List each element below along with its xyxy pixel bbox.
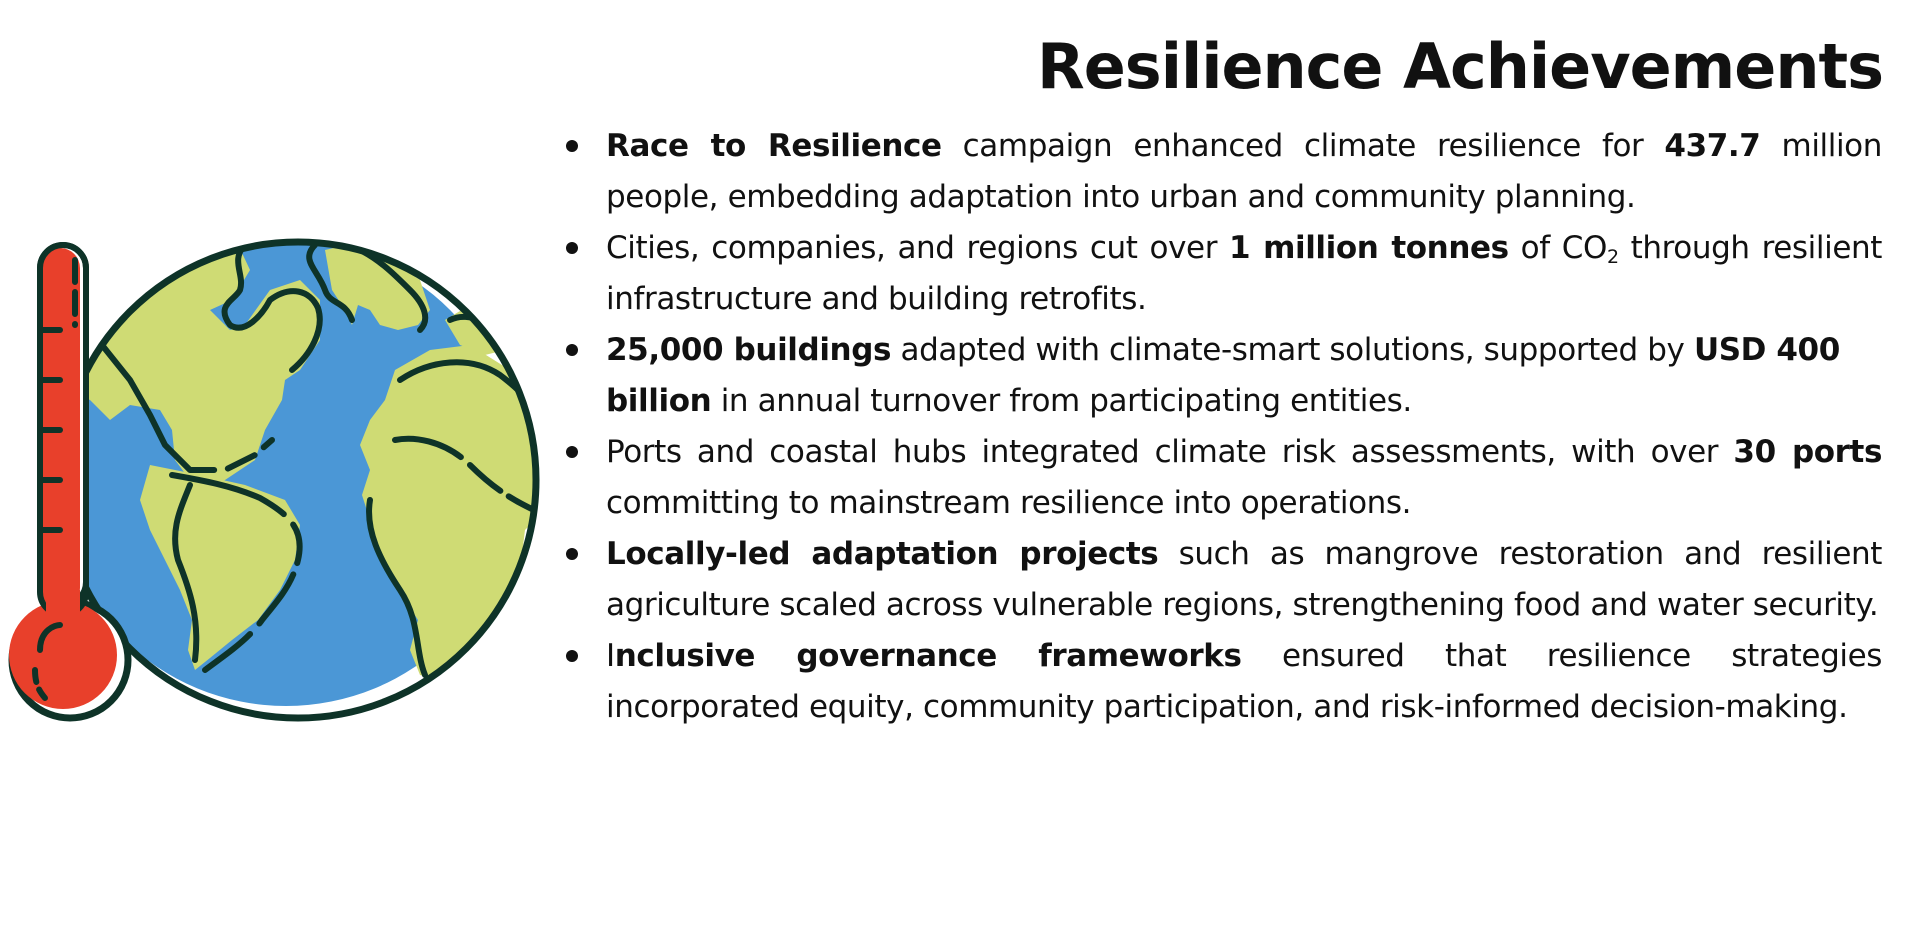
bullet-icon <box>566 344 578 356</box>
achievement-list <box>606 121 1882 733</box>
bullet-icon <box>566 446 578 458</box>
list-item: 25,000 buildings adapted with climate-smart solutions, supported by USD 400 billion in annual turnover from participating entities. <box>606 325 1882 427</box>
list-item: Ports and coastal hubs integrated climate risk assessments, with over 30 ports committing to mainstream resilience into operations. <box>606 427 1882 529</box>
globe <box>54 238 545 706</box>
globe-thermometer-icon <box>0 230 545 730</box>
bullet-icon <box>566 650 578 662</box>
bullet-icon <box>566 548 578 560</box>
page-title: Resilience Achievements <box>1037 30 1883 103</box>
list-item: Race to Resilience campaign enhanced climate resilience for 437.7 million people, embedding adaptation into urban and community planning. <box>606 121 1882 223</box>
list-item: Inclusive governance frameworks ensured that resilience strategies incorporated equity, community participation, and risk-informed decision-making. <box>606 631 1882 733</box>
list-item: Locally-led adaptation projects such as mangrove restoration and resilient agriculture scaled across vulnerable regions, strengthening food and water security. <box>606 529 1882 631</box>
bullet-icon <box>566 242 578 254</box>
list-item: Cities, companies, and regions cut over 1 million tonnes of $CO_2$ through resilient infrastructure and building retrofits. <box>606 223 1882 325</box>
bullet-icon <box>566 140 578 152</box>
